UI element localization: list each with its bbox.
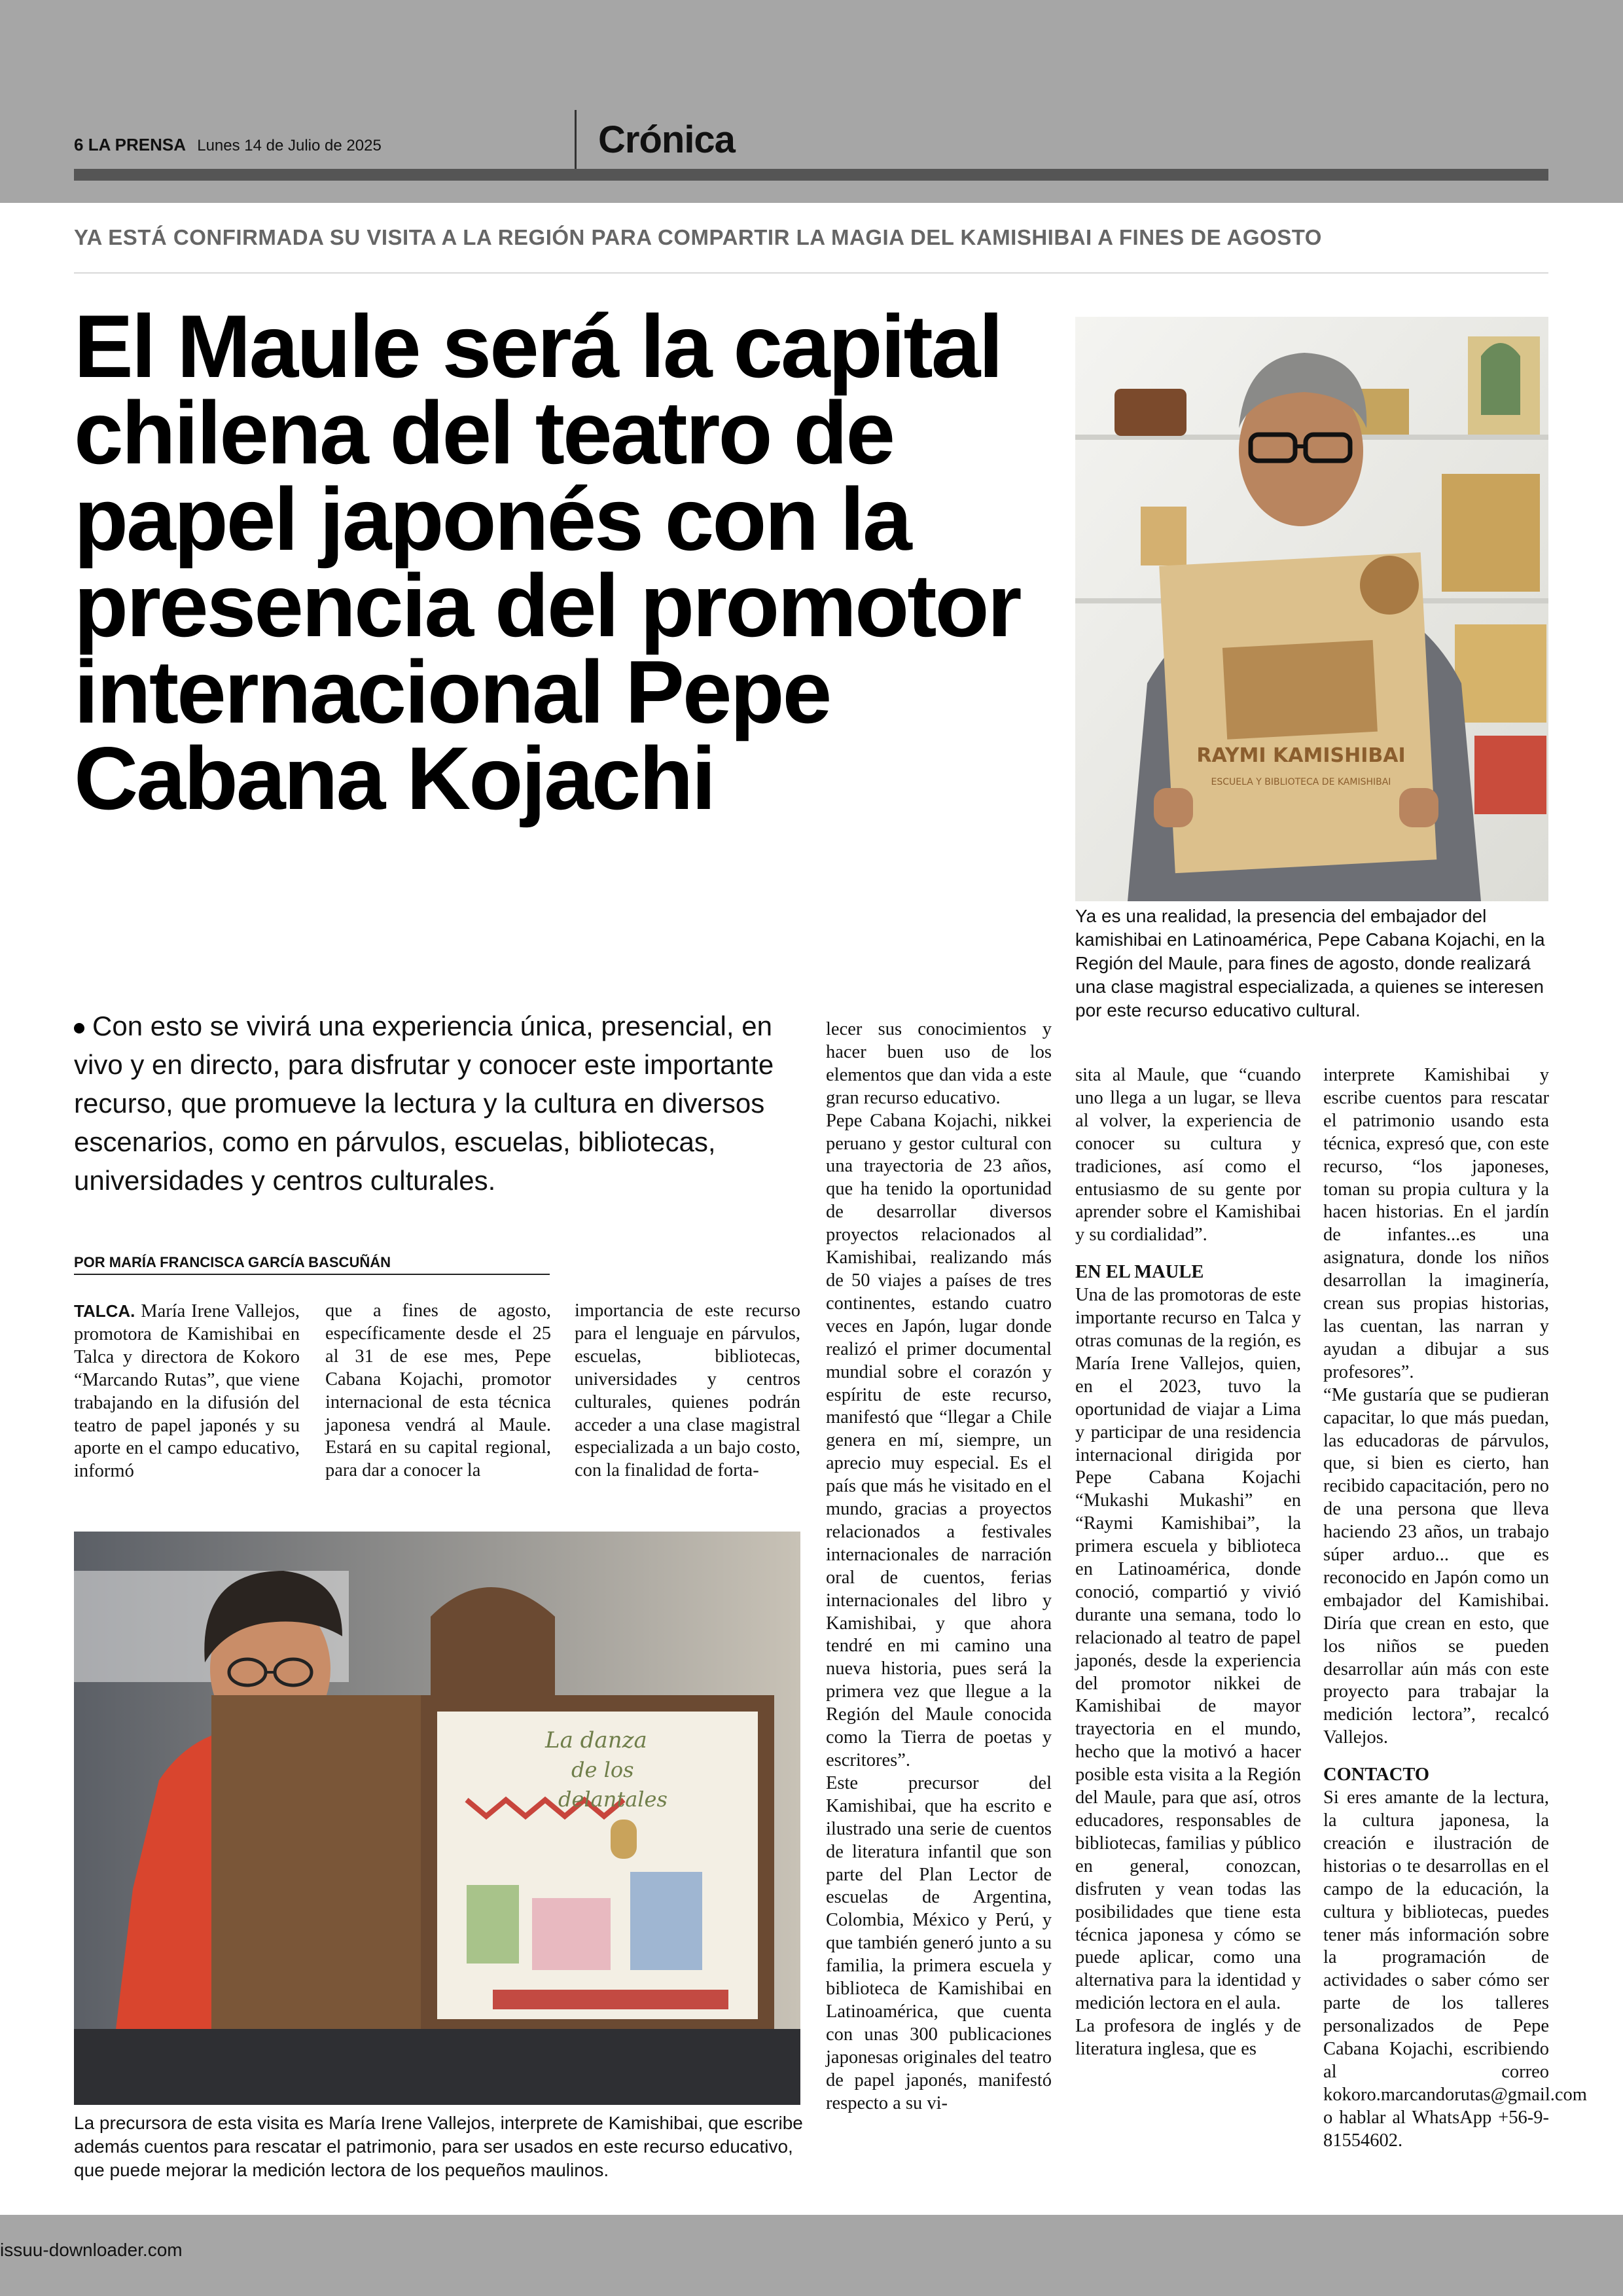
lead-text: Con esto se vivirá una experiencia única, presencial, en vivo y en directo, para disfrutar y conocer este importante recurso, que promueve la lectura y la cultura en diversos escenarios, como en párvulos, escuelas, bibliotecas, universidades y centros culturales. [74, 1011, 774, 1196]
body-column-3 [575, 1300, 800, 1482]
kamishibai-caption: La precursora de esta visita es María Irene Vallejos, interprete de Kamishibai, que escribe además cuentos para rescatar el patrimonio, para ser usados en este recurso educativo, que puede mejorar la medición lectora de los pequeños maulinos. [74, 2113, 803, 2180]
subhead-contacto: CONTACTO [1323, 1765, 1430, 1785]
col4-paragraph-1: lecer sus conocimientos y hacer buen uso de los elementos que dan vida a este gran recurso educativo. [826, 1019, 1052, 1108]
col1-text: María Irene Vallejos, promotora de Kamishibai en Talca y directora de Kokoro “Marcando Rutas”, que viene trabajando en la difusión del teatro de papel japonés y su aporte en el campo educativo, informó [74, 1301, 300, 1482]
lead-paragraph [74, 1007, 804, 1200]
byline-rule [74, 1274, 550, 1275]
woman-with-kamishibai-illustration [74, 1532, 800, 2105]
bottom-gray-band [0, 2215, 1623, 2296]
newspaper-name: LA PRENSA [88, 135, 186, 154]
bullet-dot [74, 1023, 84, 1033]
kicker-rule [74, 272, 1548, 274]
man-holding-box-illustration [1075, 317, 1548, 901]
col3-text: importancia de este recurso para el lenguaje en párvulos, escuelas, bibliotecas, universidades y centros culturales, quienes podrán acceder a una clase magistral especializada a un bajo costo, con la finalidad de forta- [575, 1300, 800, 1481]
body-column-6 [1323, 1064, 1587, 2153]
subhead-en-el-maule: EN EL MAULE [1075, 1262, 1204, 1283]
stage-title-line-1: La danza [545, 1727, 647, 1753]
body-column-1 [74, 1300, 300, 1483]
stage-title-line-3: delantales [558, 1787, 668, 1812]
col6-paragraph-3: Si eres amante de la lectura, la cultura japonesa, la creación e ilustración de historias o te desarrollas en el campo de la educación, la cultura y bibliotecas, puedes tener más información sobre la programación de actividades o saber cómo ser parte de los talleres personalizados de Pepe Cabana Kojachi, escribiendo al correo kokoro.marcandorutas@gmail.com o hablar al WhatsApp +56-9-81554602. [1323, 1787, 1587, 2151]
col6-paragraph-2: “Me gustaría que se pudieran capacitar, lo que más puedan, las educadoras de párvulos, que, si bien es cierto, han recibido capacitación, pero no de una persona que lleva haciendo 23 años, un trabajo súper arduo... que es reconocido en Japón como un embajador del Kamishibai. Diría que crean en esto, que los niños se pueden desarrollar aún más con este proyecto para trabajar la medición lectora”, recalcó Vallejos. [1323, 1384, 1549, 1748]
dateline: TALCA. [74, 1301, 135, 1321]
body-column-4 [826, 1018, 1052, 2115]
portrait-caption: Ya es una realidad, la presencia del embajador del kamishibai en Latinoamérica, Pepe Cabana Kojachi, en la Región del Maule, para fines de agosto, donde realizará una clase magistral especializada, a quienes se interesen por este recurso educativo cultural. [1075, 906, 1545, 1020]
col5-paragraph-3: La profesora de inglés y de literatura inglesa, que es [1075, 2016, 1301, 2060]
box-label: RAYMI KAMISHIBAI [1196, 744, 1406, 767]
byline: POR MARÍA FRANCISCA GARCÍA BASCUÑÁN [74, 1254, 391, 1270]
col5-paragraph-2: Una de las promotoras de este importante recurso en Talca y otras comunas de la región, es María Irene Vallejos, quien, en el 2023, tuvo la oportunidad de viajar a Lima y participar de una residencia internacional dirigida por Pepe Cabana Kojachi “Mukashi Mukashi” en “Raymi Kamishibai”, la primera escuela y biblioteca en Latinoamérica, donde conoció, compartió y vivió durante una semana, todo lo relacionado al teatro de papel japonés, desde la experiencia del promotor nikkei de Kamishibai de mayor trayectoria en el mundo, hecho que la motivó a hacer posible esta visita a la Región del Maule, para que así, otros educadores, responsables de bibliotecas, familias y público en general, conozcan, disfruten y vean todas las posibilidades que tiene esta técnica japonesa y cómo se puede aplicar, como una alternativa para la identidad y medición lectora en el aula. [1075, 1285, 1301, 2014]
page-header-info [74, 135, 382, 155]
body-column-5 [1075, 1064, 1301, 2061]
footer-watermark: issuu-downloader.com [0, 2240, 183, 2260]
col4-paragraph-3: Este precursor del Kamishibai, que ha escrito e ilustrado una serie de cuentos de literatura infantil que son parte del Plan Lector de escuelas de Argentina, Colombia, México y Perú, y que también generó junto a su familia, la primera escuela y biblioteca de Kamishibai en Latinoamérica, que cuenta con unas 300 publicaciones japonesas originales del teatro de papel japonés, manifestó respecto a su vi- [826, 1772, 1052, 2113]
stage-title-line-2: de los [571, 1757, 634, 1782]
body-column-2 [325, 1300, 551, 1482]
col4-paragraph-2: Pepe Cabana Kojachi, nikkei peruano y gestor cultural con una trayectoria de 23 años, que ha tenido la oportunidad de desarrollar diversos proyectos relacionados al Kamishibai, realizando más de 50 viajes a países de tres continentes, estando cuatro veces en Japón, lugar donde realizó el primer documental mundial sobre el corazón y espíritu de este recurso, manifestó que “llegar a Chile genera en mí, siempre, un aprecio muy especial. Es el país que más he visitado en el mundo, gracias a proyectos relacionados a festivales internacionales de narración oral de cuentos, ferias internacionales del libro y Kamishibai, y que ahora tendré en mi camino una nueva historia, pues será la primera vez que llegue a la Región del Maule conocida como la Tierra de poetas y escritores”. [826, 1110, 1052, 1770]
page-number: 6 [74, 135, 84, 154]
portrait-photo [1075, 317, 1548, 901]
col5-paragraph-1: sita al Maule, que “cuando uno llega a un lugar, se lleva al volver, la experiencia de conocer su cultura y tradiciones, así como el entusiasmo de su gente por aprender sobre el Kamishibai y su cordialidad”. [1075, 1065, 1301, 1246]
kicker: YA ESTÁ CONFIRMADA SU VISITA A LA REGIÓN PARA COMPARTIR LA MAGIA DEL KAMISHIBAI A FINES DE AGOSTO [74, 225, 1322, 249]
header-divider [575, 110, 577, 170]
col2-text: que a fines de agosto, específicamente desde el 25 al 31 de ese mes, Pepe Cabana Kojachi, promotor internacional de esta técnica japonesa vendrá al Maule. Estará en su capital regional, para dar a conocer la [325, 1300, 551, 1481]
col6-paragraph-1: interprete Kamishibai y escribe cuentos para rescatar el patrimonio usando esta técnica, expresó que, con este recurso, “los japoneses, toman su propia cultura y la hacen historias. En el jardín de infantes...es una asignatura, donde los niños desarrollan la imaginería, crean sus propias historias, las cuentan, las narran y ayudan a dibujar a sus profesores”. [1323, 1065, 1549, 1382]
box-sublabel: ESCUELA Y BIBLIOTECA DE KAMISHIBAI [1211, 777, 1391, 787]
kamishibai-photo [74, 1532, 800, 2105]
issue-date: Lunes 14 de Julio de 2025 [197, 137, 382, 154]
header-rule [74, 169, 1548, 181]
section-title: Crónica [598, 118, 735, 161]
headline: El Maule será la capital chilena del teatro de papel japonés con la presencia del promotor internacional Pepe Cabana Kojachi [74, 296, 1020, 828]
